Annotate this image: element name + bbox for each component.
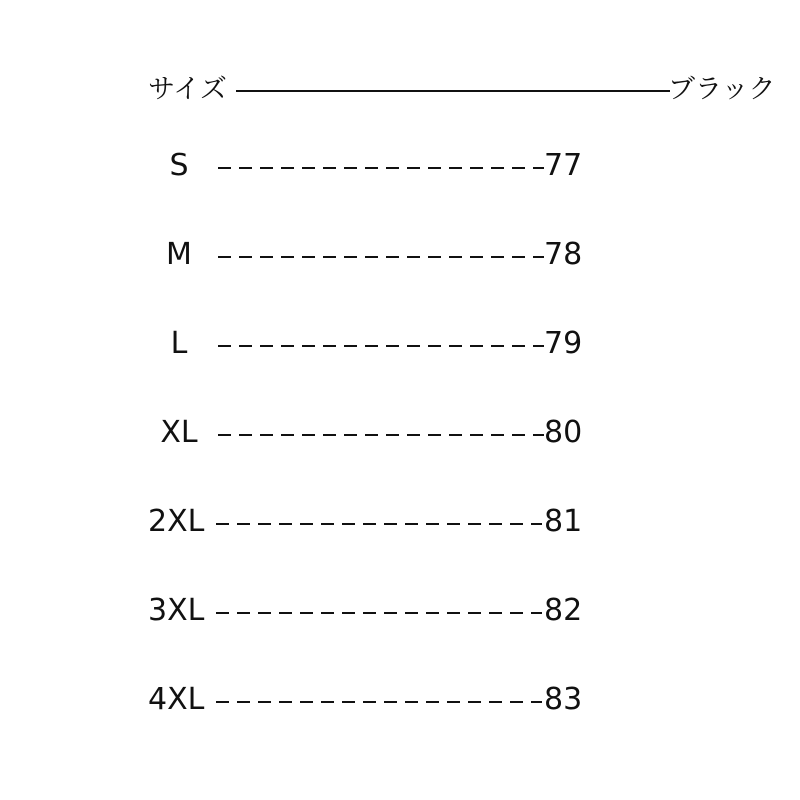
size-row-2xl (0, 502, 800, 542)
size-row-4xl (0, 680, 800, 720)
header-connector-line (236, 90, 670, 92)
dashed-leader (218, 434, 544, 436)
dashed-leader (218, 167, 544, 169)
size-label: S (169, 148, 189, 183)
table-header (148, 70, 776, 110)
size-label: XL (160, 415, 198, 450)
size-value: 79 (544, 326, 583, 361)
size-row-xl (0, 413, 800, 453)
size-row-m (0, 235, 800, 275)
size-value: 81 (544, 504, 583, 539)
dashed-leader (216, 612, 542, 614)
size-label: L (170, 326, 188, 361)
size-row-3xl (0, 591, 800, 631)
size-row-l (0, 324, 800, 364)
size-value: 77 (544, 148, 583, 183)
size-value: 78 (544, 237, 583, 272)
dashed-leader (218, 256, 544, 258)
size-label: 3XL (148, 593, 205, 628)
size-value: 82 (544, 593, 583, 628)
dashed-leader (216, 523, 542, 525)
size-header-label: サイズ (148, 74, 227, 105)
size-label: 4XL (148, 682, 205, 717)
size-label: M (166, 237, 192, 272)
size-label: 2XL (148, 504, 205, 539)
size-value: 80 (544, 415, 583, 450)
size-value: 83 (544, 682, 583, 717)
size-row-s (0, 146, 800, 186)
color-header-label: ブラック (668, 74, 776, 105)
dashed-leader (216, 701, 542, 703)
dashed-leader (218, 345, 544, 347)
